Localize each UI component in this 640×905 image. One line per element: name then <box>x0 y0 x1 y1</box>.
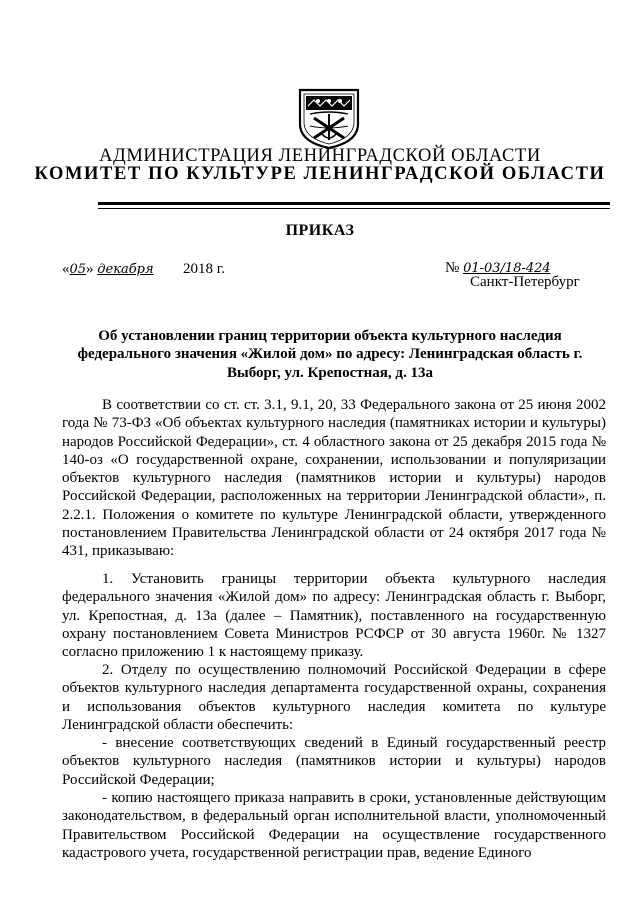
date-quote-close: » <box>86 261 94 277</box>
date-year: 2018 г. <box>183 261 226 277</box>
number-value: 01-03/18-424 <box>463 261 551 276</box>
item-1-paragraph: 1. Установить границы территории объекта культурного наследия федерального значения «Жилой дом» по адресу: Ленинградская область г. Выборг, ул. Крепостная, д. 13а (далее – Памятник), поставленного на государственную охрану постановлением Совета Министров РСФСР от 30 августа 1960г. № 1327 согласно приложению 1 к настоящему приказу. <box>62 571 606 661</box>
document-city: Санкт-Петербург <box>470 274 580 290</box>
item-2-bullet-1: - внесение соответствующих сведений в Единый государственный реестр объектов культурного наследия (памятников истории и культуры) народов Российской Федерации; <box>62 735 606 788</box>
document-date <box>62 261 225 278</box>
item-2-paragraph: 2. Отделу по осуществлению полномочий Российской Федерации в сфере объектов культурного наследия департамента государственной охраны, сохранения и использования объектов культурного наследия комитета по культуре Ленинградской области обеспечить: <box>62 662 606 733</box>
organization-name: АДМИНИСТРАЦИЯ ЛЕНИНГРАДСКОЙ ОБЛАСТИ <box>99 146 541 166</box>
preamble-paragraph: В соответствии со ст. ст. 3.1, 9.1, 20, 33 Федерального закона от 25 июня 2002 года № 73-ФЗ «Об объектах культурного наследия (памятниках истории и культуры) народов Российской Федерации», ст. 4 областного закона от 25 декабря 2015 года № 140-оз «О государственной охране, сохранении, использовании и популяризации объектов культурного наследия (памятников истории и культуры) народов Российской Федерации, расположенных на территории Ленинградской области», п. 2.2.1. Положения о комитете по культуре Ленинградской области, утвержденного постановлением Правительства Ленинградской области от 24 октября 2017 года № 431, приказываю: <box>62 397 606 560</box>
item-2-bullet-2: - копию настоящего приказа направить в сроки, установленные действующим законодательством, в федеральный орган исполнительной власти, уполномоченный Правительством Российской Федерации на осуществление государственного кадастрового учета, государственной регистрации прав, ведение Единого <box>62 790 606 861</box>
document-subject: Об установлении границ территории объекта культурного наследия федерального значения «Жилой дом» по адресу: Ленинградская область г. Выборг, ул. Крепостная, д. 13а <box>77 328 583 381</box>
document-type: ПРИКАЗ <box>285 222 355 239</box>
header-rule-thick <box>98 202 610 205</box>
number-prefix: № <box>445 260 460 276</box>
coat-of-arms-emblem <box>296 84 362 150</box>
date-day: 05 <box>69 262 87 277</box>
header-rule-thin <box>98 208 610 209</box>
date-quote-open: « <box>62 261 70 277</box>
date-month: декабря <box>97 262 154 277</box>
committee-name: КОМИТЕТ ПО КУЛЬТУРЕ ЛЕНИНГРАДСКОЙ ОБЛАСТИ <box>34 164 606 184</box>
